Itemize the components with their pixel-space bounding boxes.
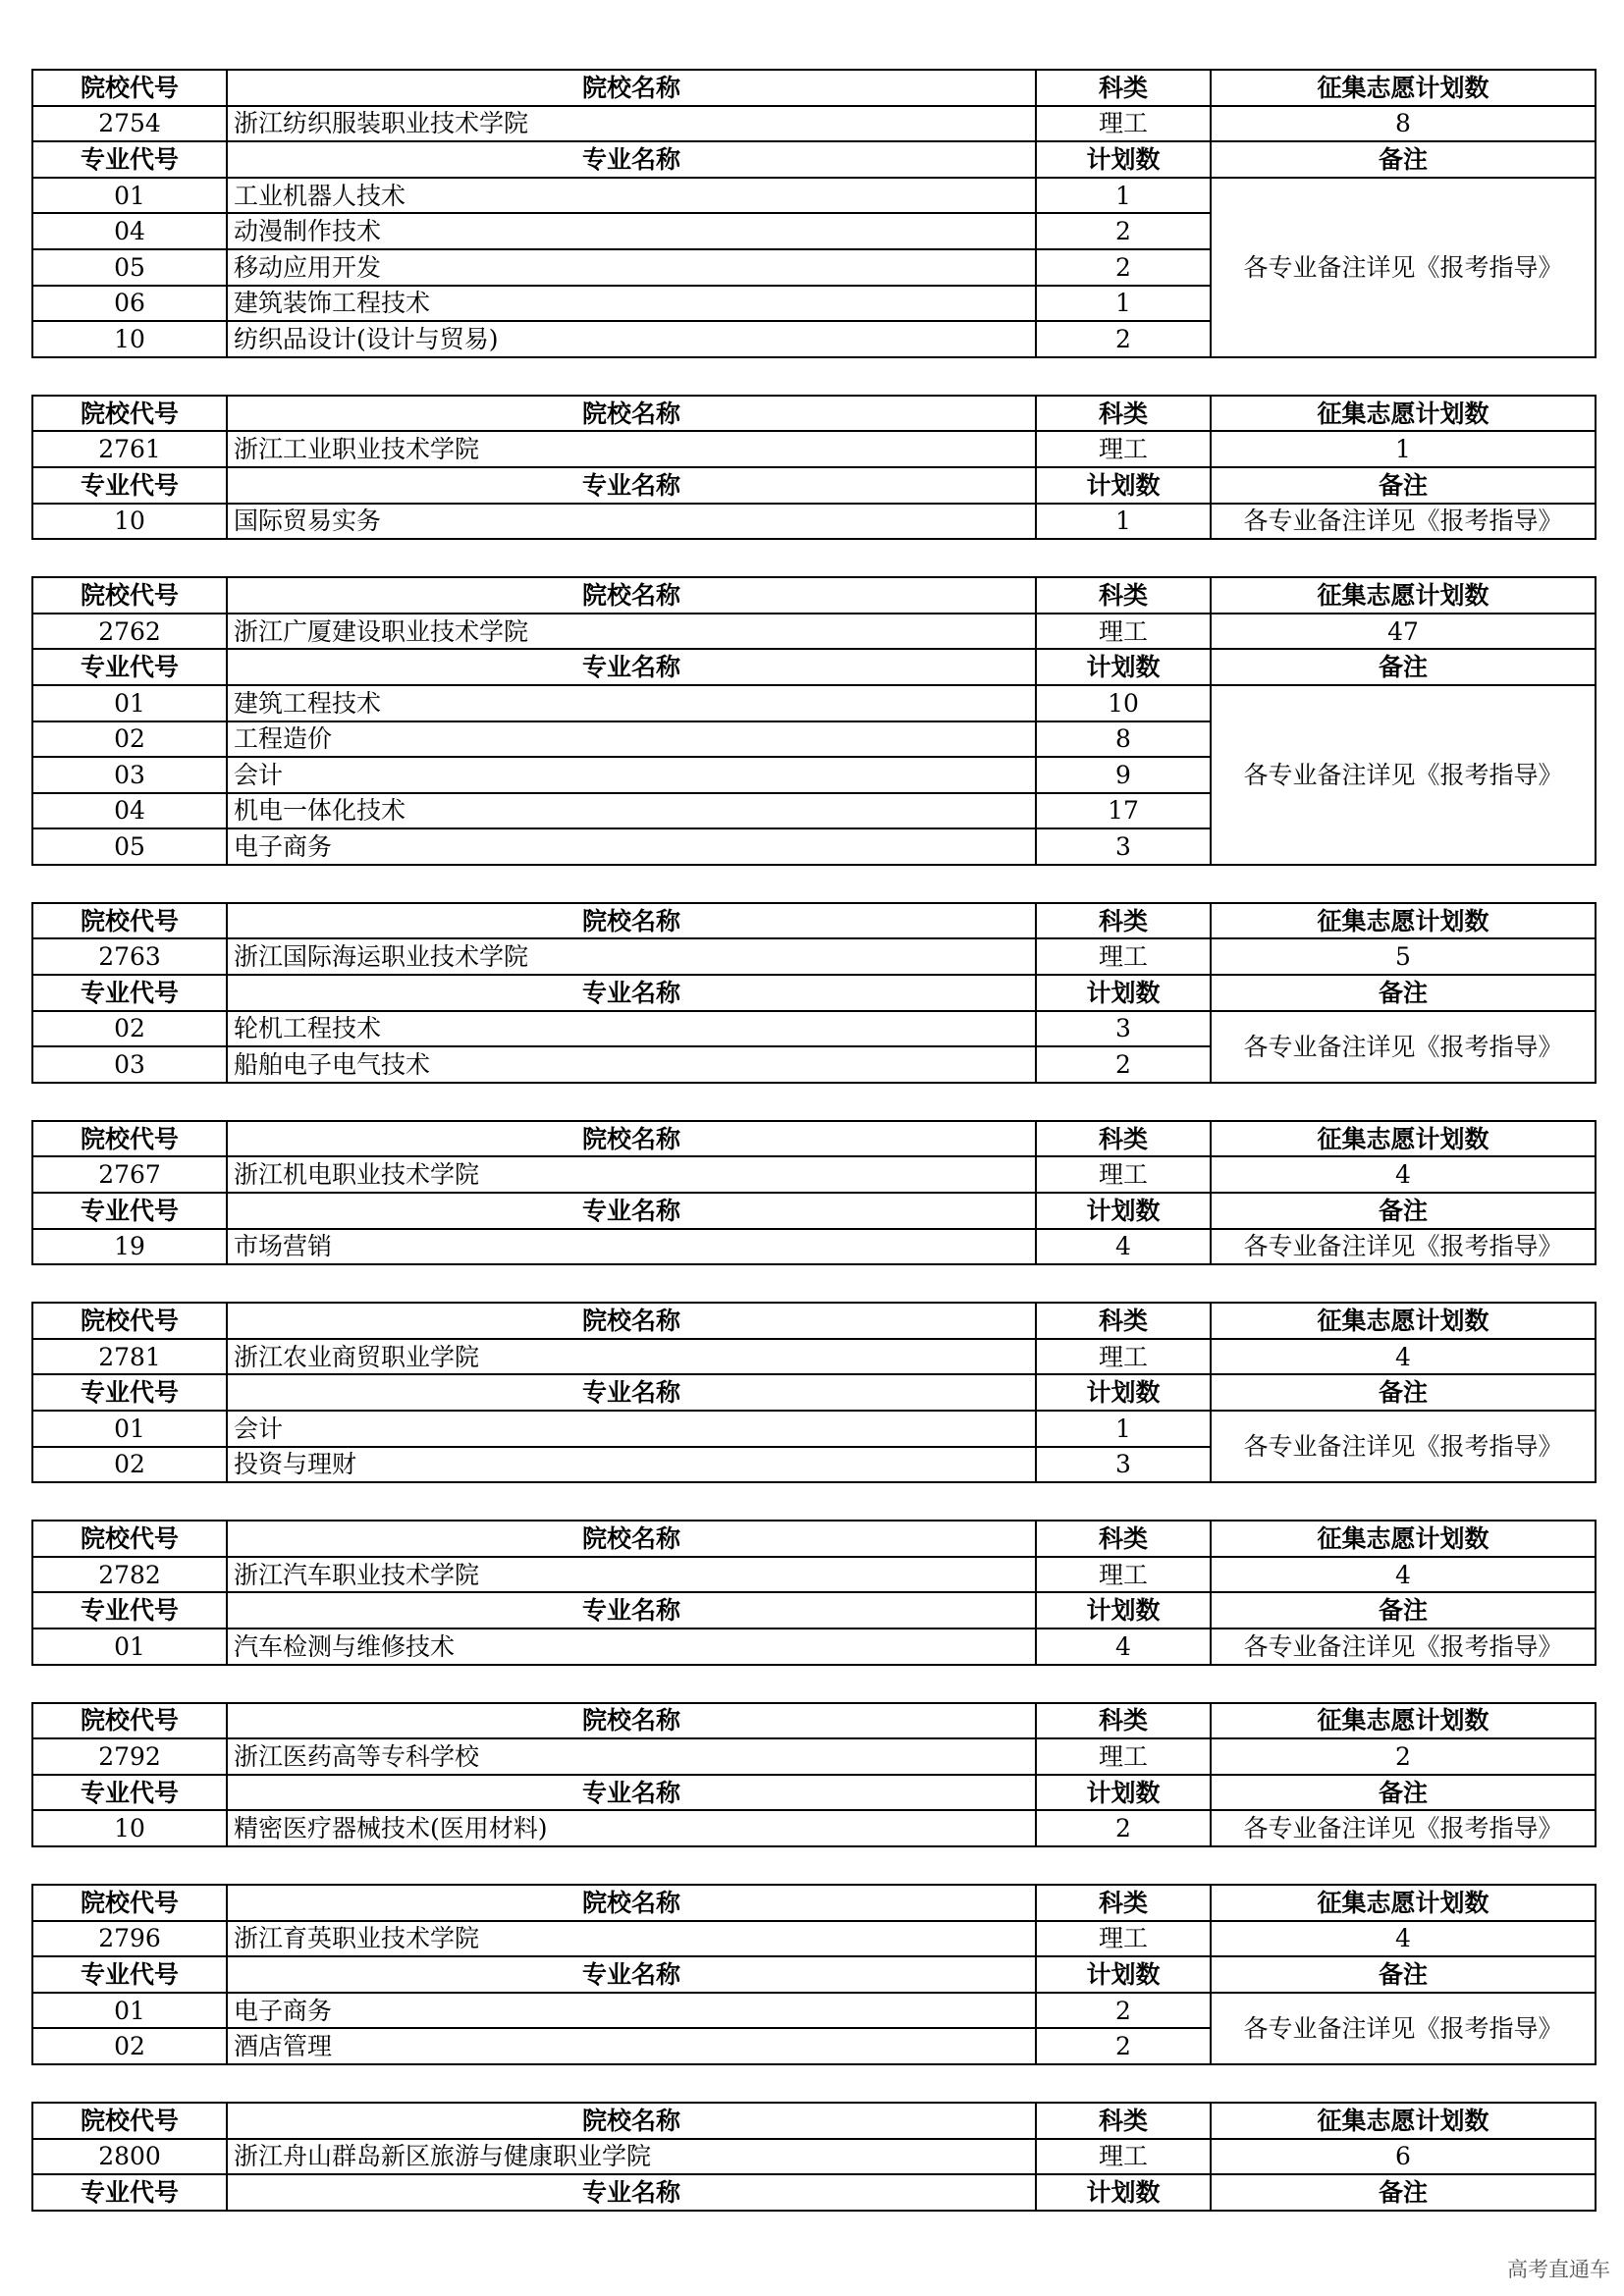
major-code: 01 bbox=[32, 178, 227, 214]
school-plan-total: 4 bbox=[1211, 1921, 1596, 1957]
school-plan-total: 5 bbox=[1211, 938, 1596, 975]
plan-total-header: 征集志愿计划数 bbox=[1211, 903, 1596, 939]
major-header-row bbox=[32, 1592, 1596, 1629]
school-name: 浙江机电职业技术学院 bbox=[227, 1156, 1036, 1193]
school-category: 理工 bbox=[1036, 938, 1211, 975]
remark-header: 备注 bbox=[1211, 2174, 1596, 2211]
school-code: 2792 bbox=[32, 1738, 227, 1775]
school-name-header: 院校名称 bbox=[227, 2103, 1036, 2139]
major-code: 01 bbox=[32, 685, 227, 721]
major-name: 纺织品设计(设计与贸易) bbox=[227, 321, 1036, 357]
plan-header: 计划数 bbox=[1036, 1956, 1211, 1993]
school-block bbox=[31, 1702, 1597, 1847]
school-block bbox=[31, 2102, 1597, 2212]
major-header-row bbox=[32, 1193, 1596, 1229]
school-name: 浙江育英职业技术学院 bbox=[227, 1921, 1036, 1957]
plan-total-header: 征集志愿计划数 bbox=[1211, 70, 1596, 106]
major-plan: 8 bbox=[1036, 721, 1211, 758]
major-header-row bbox=[32, 467, 1596, 504]
major-plan: 10 bbox=[1036, 685, 1211, 721]
major-header-row bbox=[32, 1775, 1596, 1811]
school-header-row bbox=[32, 2103, 1596, 2139]
remark-header: 备注 bbox=[1211, 141, 1596, 178]
major-plan: 3 bbox=[1036, 1011, 1211, 1047]
plan-header: 计划数 bbox=[1036, 1374, 1211, 1411]
watermark: 高考直通车 bbox=[1507, 2258, 1610, 2281]
major-code: 02 bbox=[32, 2028, 227, 2064]
major-name-header: 专业名称 bbox=[227, 1592, 1036, 1629]
major-name-header: 专业名称 bbox=[227, 975, 1036, 1011]
school-header-row bbox=[32, 1121, 1596, 1157]
major-plan: 1 bbox=[1036, 504, 1211, 540]
plan-total-header: 征集志愿计划数 bbox=[1211, 1521, 1596, 1557]
school-code-header: 院校代号 bbox=[32, 1703, 227, 1739]
remark-header: 备注 bbox=[1211, 975, 1596, 1011]
major-name-header: 专业名称 bbox=[227, 1775, 1036, 1811]
remark-header: 备注 bbox=[1211, 1956, 1596, 1993]
major-code: 10 bbox=[32, 321, 227, 357]
school-code: 2767 bbox=[32, 1156, 227, 1193]
plan-header: 计划数 bbox=[1036, 1592, 1211, 1629]
major-name: 工程造价 bbox=[227, 721, 1036, 758]
school-name-header: 院校名称 bbox=[227, 70, 1036, 106]
major-name: 电子商务 bbox=[227, 1993, 1036, 2029]
remark-cell: 各专业备注详见《报考指导》 bbox=[1211, 1411, 1596, 1482]
school-category: 理工 bbox=[1036, 1557, 1211, 1593]
school-name: 浙江广厦建设职业技术学院 bbox=[227, 614, 1036, 650]
school-info-row bbox=[32, 2139, 1596, 2175]
major-name: 国际贸易实务 bbox=[227, 504, 1036, 540]
plan-total-header: 征集志愿计划数 bbox=[1211, 1121, 1596, 1157]
school-info-row bbox=[32, 614, 1596, 650]
major-plan: 2 bbox=[1036, 1993, 1211, 2029]
major-code-header: 专业代号 bbox=[32, 467, 227, 504]
school-code: 2796 bbox=[32, 1921, 227, 1957]
major-name: 会计 bbox=[227, 1411, 1036, 1447]
major-code-header: 专业代号 bbox=[32, 141, 227, 178]
school-block bbox=[31, 1520, 1597, 1665]
school-info-row bbox=[32, 431, 1596, 467]
school-code-header: 院校代号 bbox=[32, 70, 227, 106]
school-info-row bbox=[32, 1156, 1596, 1193]
major-code: 02 bbox=[32, 1011, 227, 1047]
plan-header: 计划数 bbox=[1036, 1775, 1211, 1811]
major-row bbox=[32, 178, 1596, 214]
major-row bbox=[32, 1011, 1596, 1047]
category-header: 科类 bbox=[1036, 1885, 1211, 1921]
plan-total-header: 征集志愿计划数 bbox=[1211, 1703, 1596, 1739]
school-name-header: 院校名称 bbox=[227, 1703, 1036, 1739]
remark-cell: 各专业备注详见《报考指导》 bbox=[1211, 504, 1596, 540]
plan-total-header: 征集志愿计划数 bbox=[1211, 2103, 1596, 2139]
school-code-header: 院校代号 bbox=[32, 2103, 227, 2139]
major-plan: 4 bbox=[1036, 1629, 1211, 1665]
category-header: 科类 bbox=[1036, 577, 1211, 614]
school-info-row bbox=[32, 1738, 1596, 1775]
school-plan-total: 1 bbox=[1211, 431, 1596, 467]
category-header: 科类 bbox=[1036, 1521, 1211, 1557]
major-code: 19 bbox=[32, 1229, 227, 1265]
school-header-row bbox=[32, 1885, 1596, 1921]
major-code: 03 bbox=[32, 1046, 227, 1083]
major-code: 02 bbox=[32, 721, 227, 758]
major-name-header: 专业名称 bbox=[227, 1193, 1036, 1229]
plan-header: 计划数 bbox=[1036, 2174, 1211, 2211]
major-plan: 4 bbox=[1036, 1229, 1211, 1265]
major-code-header: 专业代号 bbox=[32, 2174, 227, 2211]
remark-header: 备注 bbox=[1211, 649, 1596, 685]
school-code-header: 院校代号 bbox=[32, 1885, 227, 1921]
plan-header: 计划数 bbox=[1036, 1193, 1211, 1229]
major-code-header: 专业代号 bbox=[32, 975, 227, 1011]
school-category: 理工 bbox=[1036, 1921, 1211, 1957]
major-name: 建筑装饰工程技术 bbox=[227, 286, 1036, 322]
plan-total-header: 征集志愿计划数 bbox=[1211, 577, 1596, 614]
school-header-row bbox=[32, 1703, 1596, 1739]
school-code: 2763 bbox=[32, 938, 227, 975]
school-category: 理工 bbox=[1036, 1339, 1211, 1375]
major-code-header: 专业代号 bbox=[32, 1956, 227, 1993]
major-code: 02 bbox=[32, 1447, 227, 1483]
major-plan: 1 bbox=[1036, 178, 1211, 214]
school-block bbox=[31, 395, 1597, 540]
school-code: 2782 bbox=[32, 1557, 227, 1593]
remark-cell: 各专业备注详见《报考指导》 bbox=[1211, 1011, 1596, 1083]
major-name: 市场营销 bbox=[227, 1229, 1036, 1265]
plan-total-header: 征集志愿计划数 bbox=[1211, 1885, 1596, 1921]
school-name-header: 院校名称 bbox=[227, 1521, 1036, 1557]
school-name: 浙江医药高等专科学校 bbox=[227, 1738, 1036, 1775]
major-code: 01 bbox=[32, 1629, 227, 1665]
school-plan-total: 8 bbox=[1211, 106, 1596, 142]
major-plan: 2 bbox=[1036, 249, 1211, 286]
major-code: 04 bbox=[32, 213, 227, 249]
school-header-row bbox=[32, 1303, 1596, 1339]
major-plan: 2 bbox=[1036, 1810, 1211, 1846]
major-plan: 17 bbox=[1036, 793, 1211, 829]
plan-total-header: 征集志愿计划数 bbox=[1211, 1303, 1596, 1339]
school-block bbox=[31, 69, 1597, 358]
major-plan: 3 bbox=[1036, 1447, 1211, 1483]
category-header: 科类 bbox=[1036, 396, 1211, 432]
major-name: 汽车检测与维修技术 bbox=[227, 1629, 1036, 1665]
school-header-row bbox=[32, 903, 1596, 939]
major-row bbox=[32, 1411, 1596, 1447]
school-plan-total: 4 bbox=[1211, 1557, 1596, 1593]
remark-cell: 各专业备注详见《报考指导》 bbox=[1211, 1629, 1596, 1665]
school-plan-total: 4 bbox=[1211, 1339, 1596, 1375]
category-header: 科类 bbox=[1036, 1703, 1211, 1739]
school-name-header: 院校名称 bbox=[227, 1121, 1036, 1157]
school-code: 2762 bbox=[32, 614, 227, 650]
remark-cell: 各专业备注详见《报考指导》 bbox=[1211, 685, 1596, 865]
major-header-row bbox=[32, 649, 1596, 685]
school-info-row bbox=[32, 1921, 1596, 1957]
school-block bbox=[31, 1120, 1597, 1265]
school-name-header: 院校名称 bbox=[227, 577, 1036, 614]
major-row bbox=[32, 1229, 1596, 1265]
remark-cell: 各专业备注详见《报考指导》 bbox=[1211, 1993, 1596, 2064]
major-code-header: 专业代号 bbox=[32, 1193, 227, 1229]
major-code: 10 bbox=[32, 1810, 227, 1846]
major-code: 10 bbox=[32, 504, 227, 540]
plan-total-header: 征集志愿计划数 bbox=[1211, 396, 1596, 432]
school-code-header: 院校代号 bbox=[32, 1521, 227, 1557]
major-code: 01 bbox=[32, 1411, 227, 1447]
school-name: 浙江汽车职业技术学院 bbox=[227, 1557, 1036, 1593]
school-category: 理工 bbox=[1036, 2139, 1211, 2175]
school-code-header: 院校代号 bbox=[32, 396, 227, 432]
plan-header: 计划数 bbox=[1036, 467, 1211, 504]
remark-cell: 各专业备注详见《报考指导》 bbox=[1211, 178, 1596, 357]
major-name: 投资与理财 bbox=[227, 1447, 1036, 1483]
school-block bbox=[31, 902, 1597, 1084]
major-name: 精密医疗器械技术(医用材料) bbox=[227, 1810, 1036, 1846]
school-category: 理工 bbox=[1036, 106, 1211, 142]
category-header: 科类 bbox=[1036, 903, 1211, 939]
major-row bbox=[32, 685, 1596, 721]
school-code-header: 院校代号 bbox=[32, 1121, 227, 1157]
major-name-header: 专业名称 bbox=[227, 141, 1036, 178]
school-info-row bbox=[32, 1557, 1596, 1593]
major-name: 动漫制作技术 bbox=[227, 213, 1036, 249]
major-row bbox=[32, 1810, 1596, 1846]
major-name-header: 专业名称 bbox=[227, 1956, 1036, 1993]
school-plan-total: 6 bbox=[1211, 2139, 1596, 2175]
remark-header: 备注 bbox=[1211, 1374, 1596, 1411]
major-code-header: 专业代号 bbox=[32, 1592, 227, 1629]
school-info-row bbox=[32, 106, 1596, 142]
major-plan: 1 bbox=[1036, 1411, 1211, 1447]
major-code: 06 bbox=[32, 286, 227, 322]
major-header-row bbox=[32, 1374, 1596, 1411]
school-category: 理工 bbox=[1036, 1156, 1211, 1193]
school-name: 浙江工业职业技术学院 bbox=[227, 431, 1036, 467]
school-name: 浙江国际海运职业技术学院 bbox=[227, 938, 1036, 975]
school-block bbox=[31, 576, 1597, 866]
remark-header: 备注 bbox=[1211, 1775, 1596, 1811]
major-name: 船舶电子电气技术 bbox=[227, 1046, 1036, 1083]
major-code-header: 专业代号 bbox=[32, 1374, 227, 1411]
school-name: 浙江舟山群岛新区旅游与健康职业学院 bbox=[227, 2139, 1036, 2175]
school-block bbox=[31, 1884, 1597, 2065]
school-header-row bbox=[32, 70, 1596, 106]
remark-header: 备注 bbox=[1211, 1592, 1596, 1629]
school-block bbox=[31, 1302, 1597, 1483]
major-header-row bbox=[32, 975, 1596, 1011]
major-row bbox=[32, 1629, 1596, 1665]
major-name: 移动应用开发 bbox=[227, 249, 1036, 286]
major-name-header: 专业名称 bbox=[227, 649, 1036, 685]
category-header: 科类 bbox=[1036, 1303, 1211, 1339]
school-plan-total: 47 bbox=[1211, 614, 1596, 650]
school-code: 2754 bbox=[32, 106, 227, 142]
major-code: 04 bbox=[32, 793, 227, 829]
major-code: 01 bbox=[32, 1993, 227, 2029]
school-name: 浙江农业商贸职业学院 bbox=[227, 1339, 1036, 1375]
major-row bbox=[32, 1993, 1596, 2029]
school-code-header: 院校代号 bbox=[32, 903, 227, 939]
school-category: 理工 bbox=[1036, 1738, 1211, 1775]
major-plan: 1 bbox=[1036, 286, 1211, 322]
major-name: 酒店管理 bbox=[227, 2028, 1036, 2064]
school-info-row bbox=[32, 1339, 1596, 1375]
remark-header: 备注 bbox=[1211, 467, 1596, 504]
major-header-row bbox=[32, 141, 1596, 178]
major-code-header: 专业代号 bbox=[32, 1775, 227, 1811]
major-plan: 3 bbox=[1036, 828, 1211, 865]
school-header-row bbox=[32, 396, 1596, 432]
major-name-header: 专业名称 bbox=[227, 2174, 1036, 2211]
school-code: 2761 bbox=[32, 431, 227, 467]
school-code: 2781 bbox=[32, 1339, 227, 1375]
school-header-row bbox=[32, 1521, 1596, 1557]
school-plan-total: 2 bbox=[1211, 1738, 1596, 1775]
major-code: 05 bbox=[32, 828, 227, 865]
major-plan: 2 bbox=[1036, 321, 1211, 357]
school-code: 2800 bbox=[32, 2139, 227, 2175]
remark-cell: 各专业备注详见《报考指导》 bbox=[1211, 1810, 1596, 1846]
school-name: 浙江纺织服装职业技术学院 bbox=[227, 106, 1036, 142]
remark-cell: 各专业备注详见《报考指导》 bbox=[1211, 1229, 1596, 1265]
major-name: 机电一体化技术 bbox=[227, 793, 1036, 829]
plan-header: 计划数 bbox=[1036, 649, 1211, 685]
major-name: 轮机工程技术 bbox=[227, 1011, 1036, 1047]
school-name-header: 院校名称 bbox=[227, 396, 1036, 432]
school-code-header: 院校代号 bbox=[32, 577, 227, 614]
admission-plan-page bbox=[31, 69, 1595, 2248]
major-plan: 9 bbox=[1036, 757, 1211, 793]
major-name: 工业机器人技术 bbox=[227, 178, 1036, 214]
major-code-header: 专业代号 bbox=[32, 649, 227, 685]
major-name: 建筑工程技术 bbox=[227, 685, 1036, 721]
school-header-row bbox=[32, 577, 1596, 614]
major-plan: 2 bbox=[1036, 213, 1211, 249]
major-name: 电子商务 bbox=[227, 828, 1036, 865]
major-plan: 2 bbox=[1036, 1046, 1211, 1083]
school-name-header: 院校名称 bbox=[227, 903, 1036, 939]
school-category: 理工 bbox=[1036, 614, 1211, 650]
school-category: 理工 bbox=[1036, 431, 1211, 467]
school-plan-total: 4 bbox=[1211, 1156, 1596, 1193]
major-header-row bbox=[32, 2174, 1596, 2211]
major-plan: 2 bbox=[1036, 2028, 1211, 2064]
category-header: 科类 bbox=[1036, 70, 1211, 106]
category-header: 科类 bbox=[1036, 1121, 1211, 1157]
school-info-row bbox=[32, 938, 1596, 975]
category-header: 科类 bbox=[1036, 2103, 1211, 2139]
plan-header: 计划数 bbox=[1036, 975, 1211, 1011]
major-name-header: 专业名称 bbox=[227, 1374, 1036, 1411]
school-name-header: 院校名称 bbox=[227, 1885, 1036, 1921]
major-row bbox=[32, 504, 1596, 540]
school-code-header: 院校代号 bbox=[32, 1303, 227, 1339]
plan-header: 计划数 bbox=[1036, 141, 1211, 178]
school-name-header: 院校名称 bbox=[227, 1303, 1036, 1339]
major-name-header: 专业名称 bbox=[227, 467, 1036, 504]
major-name: 会计 bbox=[227, 757, 1036, 793]
major-code: 03 bbox=[32, 757, 227, 793]
major-code: 05 bbox=[32, 249, 227, 286]
major-header-row bbox=[32, 1956, 1596, 1993]
remark-header: 备注 bbox=[1211, 1193, 1596, 1229]
